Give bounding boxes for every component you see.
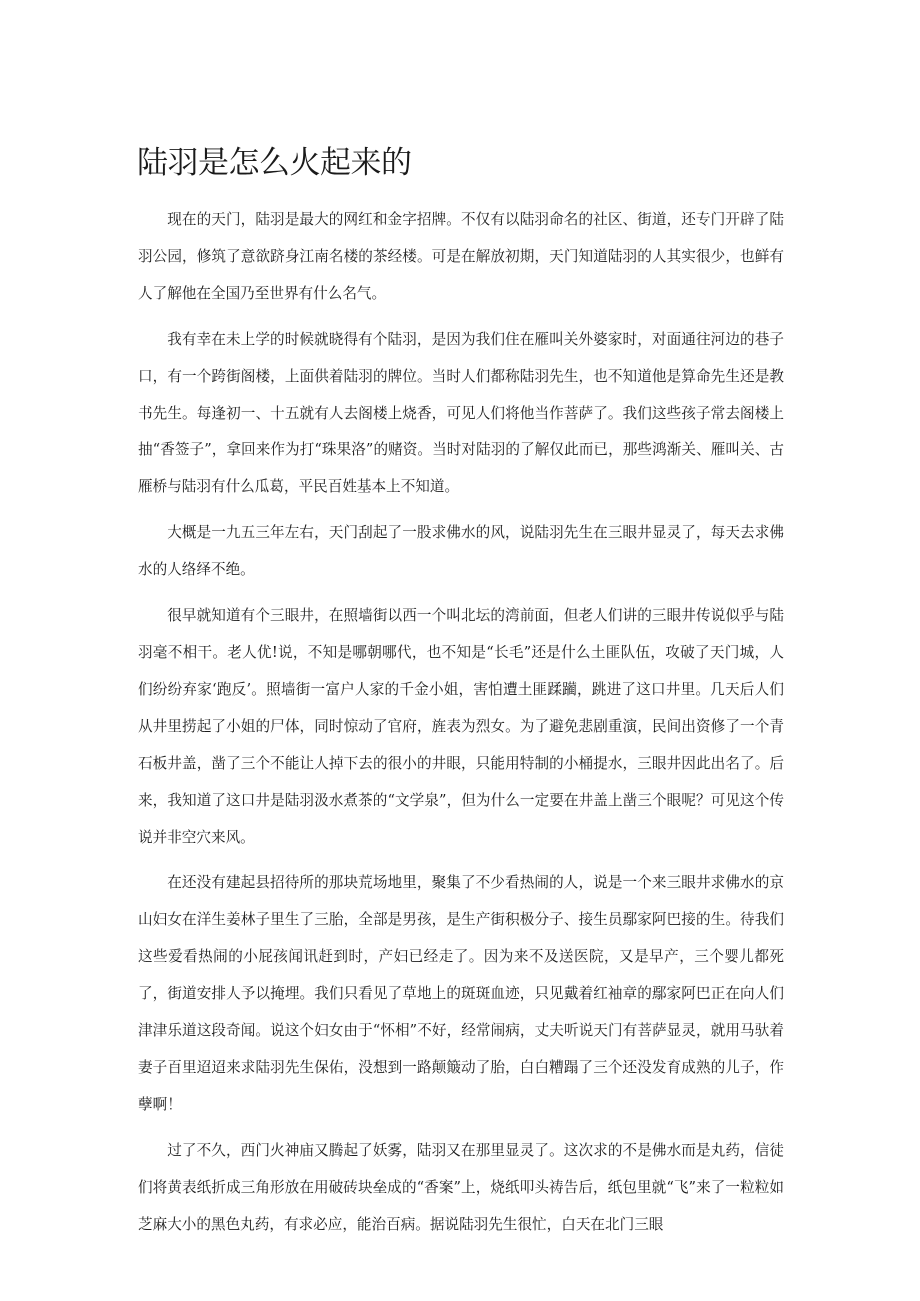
- paragraph-4: 很早就知道有个三眼井，在照墙街以西一个叫北坛的湾前面，但老人们讲的三眼井传说似乎与陆羽毫不相干。老人优!说，不知是哪朝哪代，也不知是“长毛”还是什么土匪队伍，攻破了天门城，人们纷纷弃家‘跑反’。照墙街一富户人家的千金小姐，害怕遭土匪蹂躏，跳进了这口井里。几天后人们从井里捞起了小姐的尸体，同时惊动了官府，旌表为烈女。为了避免悲剧重演，民间出资修了一个青石板井盖，凿了三个不能让人掉下去的很小的井眼，只能用特制的小桶提水，三眼井因此出名了。后来，我知道了这口井是陆羽汲水煮茶的“文学泉”，但为什么一定要在井盖上凿三个眼呢？可见这个传说并非空穴来风。: [138, 607, 784, 846]
- document-body: [138, 202, 784, 1252]
- paragraph-2: 我有幸在未上学的时候就晓得有个陆羽，是因为我们住在雁叫关外婆家时，对面通往河边的巷子口，有一个跨街阁楼，上面供着陆羽的牌位。当时人们都称陆羽先生，也不知道他是算命先生还是教书先生。每逢初一、十五就有人去阁楼上烧香，可见人们将他当作菩萨了。我们这些孩子常去阁楼上抽“香签子”，拿回来作为打“珠果洛”的赌资。当时对陆羽的了解仅此而已，那些鸿渐关、雁叫关、古雁桥与陆羽有什么瓜葛，平民百姓基本上不知道。: [138, 330, 784, 496]
- paragraph-1: 现在的天门，陆羽是最大的网红和金字招牌。不仅有以陆羽命名的社区、街道，还专门开辟了陆羽公园，修筑了意欲跻身江南名楼的茶经楼。可是在解放初期，天门知道陆羽的人其实很少，也鲜有人了解他在全国乃至世界有什么名气。: [138, 211, 784, 302]
- document-title: 陆羽是怎么火起来的: [137, 145, 412, 181]
- paragraph-6: 过了不久，西门火神庙又腾起了妖雾，陆羽又在那里显灵了。这次求的不是佛水而是丸药，信徒们将黄表纸折成三角形放在用破砖块垒成的“香案”上，烧纸叩头祷告后，纸包里就“飞”来了一粒粒如芝麻大小的黑色丸药，有求必应，能治百病。据说陆羽先生很忙，白天在北门三眼: [138, 1141, 784, 1233]
- paragraph-5: 在还没有建起县招待所的那块荒场地里，聚集了不少看热闹的人，说是一个来三眼井求佛水的京山妇女在洋生姜林子里生了三胎，全部是男孩，是生产街积极分子、接生员鄢家阿巴接的生。待我们这些爱看热闹的小屁孩闻讯赶到时，产妇已经走了。因为来不及送医院，又是早产，三个婴儿都死了，街道安排人予以掩埋。我们只看见了草地上的斑斑血迹，只见戴着红袖章的鄢家阿巴正在向人们津津乐道这段奇闻。说这个妇女由于“怀相”不好，经常闹病，丈夫听说天门有菩萨显灵，就用马驮着妻子百里迢迢来求陆羽先生保佑，没想到一路颠簸动了胎，白白糟蹋了三个还没发育成熟的儿子，作孽啊！: [138, 874, 784, 1113]
- paragraph-3: 大概是一九五三年左右，天门刮起了一股求佛水的风，说陆羽先生在三眼井显灵了，每天去求佛水的人络绎不绝。: [138, 524, 784, 579]
